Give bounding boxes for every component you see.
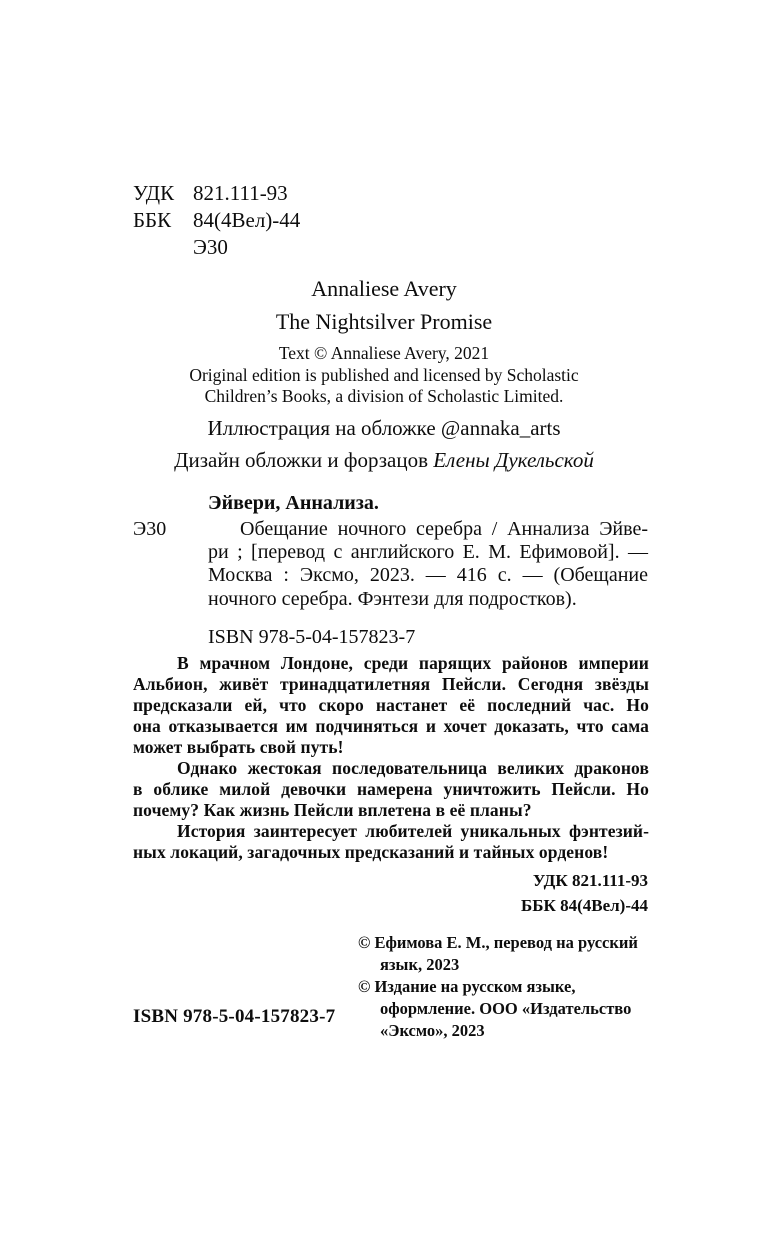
isbn-bottom: ISBN 978-5-04-157823-7 <box>133 1006 336 1027</box>
catalog-line: ночного серебра. Фэнтези для подростков). <box>208 587 577 610</box>
catalog-entry <box>208 518 648 611</box>
bbk-bottom: ББК 84(4Вел)-44 <box>521 896 648 915</box>
original-copyright-line: Text © Annaliese Avery, 2021 <box>278 343 490 363</box>
original-author: Annaliese Avery <box>311 276 457 301</box>
original-title-block <box>0 272 768 338</box>
author-code: Э30 <box>193 235 228 259</box>
annotation-line: она отказывается им подчиняться и хочет доказать, что сама <box>133 716 649 736</box>
original-copyright-line: Children’s Books, a division of Scholastic Limited. <box>204 386 564 406</box>
illustration-credit: Иллюстрация на обложке @annaka_arts <box>207 416 561 440</box>
original-title: The Nightsilver Promise <box>275 309 493 334</box>
annotation-line: ных локаций, загадочных предсказаний и тайных орденов! <box>133 842 609 862</box>
original-copyright-line: Original edition is published and licensed by Scholastic <box>189 364 579 385</box>
udk-bottom: УДК 821.111-93 <box>532 871 648 890</box>
copyright-line: «Эксмо», 2023 <box>380 1021 485 1040</box>
design-credit <box>0 445 768 477</box>
annotation-line: в облике милой девочки намерена уничтожить Пейсли. Но <box>133 779 649 799</box>
catalog-line: Москва : Эксмо, 2023. — 416 с. — (Обещание <box>208 564 648 587</box>
classification-codes-bottom <box>348 868 648 918</box>
copyright-block <box>358 932 653 1042</box>
cover-credits-block <box>0 413 768 476</box>
copyright-line: язык, 2023 <box>380 955 460 974</box>
annotation-line: может выбрать свой путь! <box>133 737 344 757</box>
annotation-line: предсказали ей, что скоро настанет её последний час. Но <box>133 695 649 715</box>
classification-codes-top <box>133 180 300 261</box>
isbn-catalog: ISBN 978-5-04-157823-7 <box>208 626 416 648</box>
udk-line <box>133 180 300 207</box>
annotation-line: Альбион, живёт тринадцатилетняя Пейсли. Сегодня звёзды <box>133 674 649 694</box>
catalog-author-heading: Эйвери, Аннализа. <box>208 492 379 514</box>
annotation-block <box>133 653 649 863</box>
design-credit-text: Дизайн обложки и форзацов <box>174 447 434 472</box>
annotation-line: почему? Как жизнь Пейсли вплетена в её планы? <box>133 800 532 820</box>
catalog-line: ри ; [перевод с английского Е. М. Ефимовой]. — <box>208 541 648 564</box>
bbk-value: 84(4Вел)-44 <box>193 208 301 232</box>
original-copyright-block <box>0 343 768 408</box>
author-code-line <box>133 234 300 261</box>
annotation-line: Однако жестокая последовательница великих драконов <box>177 758 649 778</box>
bbk-line <box>133 207 300 234</box>
udk-label: УДК <box>133 181 175 205</box>
copyright-line: © Издание на русском языке, <box>358 977 576 996</box>
annotation-paragraph <box>133 653 649 758</box>
annotation-line: История заинтересует любителей уникальных фэнтезий- <box>177 821 649 841</box>
designer-name: Елены Дукельской <box>433 447 594 472</box>
catalog-line: Обещание ночного серебра / Аннализа Эйве- <box>240 518 648 540</box>
annotation-line: В мрачном Лондоне, среди парящих районов империи <box>177 653 649 673</box>
copyright-line: © Ефимова Е. М., перевод на русский <box>358 933 638 952</box>
copyright-line: оформление. ООО «Издательство <box>380 999 632 1018</box>
bbk-label: ББК <box>133 208 172 232</box>
udk-value: 821.111-93 <box>193 181 288 205</box>
annotation-paragraph <box>133 758 649 821</box>
catalog-author-code: Э30 <box>133 518 167 540</box>
annotation-paragraph <box>133 821 649 863</box>
